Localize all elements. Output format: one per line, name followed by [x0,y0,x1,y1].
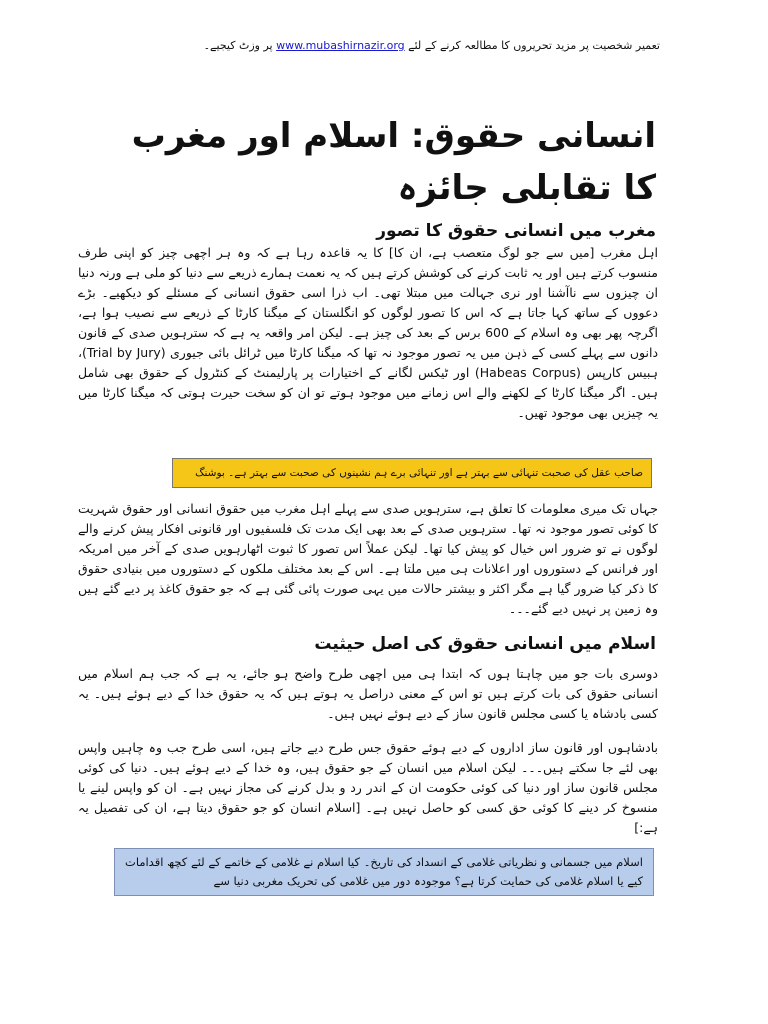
quote-box-yellow [172,458,652,488]
header-suffix: پر وزٹ کیجیے۔ [203,39,273,52]
west-paragraph-1: اہل مغرب [میں سے جو لوگ متعصب ہے، ان کا] کا یہ قاعدہ رہا ہے کہ وہ ہر اچھی چیز کو اپنی طرف منسوب کرتے ہیں اور یہ ثابت کرنے کی کوشش کرتے ہیں کہ یہ نعمت ہمارے ذریعے سے دنیا کو ملی ہے ورنہ دنیا ان چیزوں سے ناآشنا اور نری جہالت میں مبتلا تھی۔ اب ذرا اسی حقوق انسانی کے مسئلے کو دیکھیے۔ بڑے دعووں کے ساتھ کہا جاتا ہے کہ اس کا تصور لوگوں کو انگلستان کے میگنا کارٹا کے ذریعے سے نصیب ہوا ہے، اگرچہ پھر بھی وہ اسلام کے 600 برس کے بعد کی چیز ہے۔ لیکن امر واقعہ یہ ہے کہ سترہویں صدی کے قانون دانوں سے پہلے کسی کے ذہن میں یہ تصور موجود نہ تھا کہ میگنا کارٹا میں ٹرائل بائی جیوری (Trial by Jury)، ہبیس کارپس (Habeas Corpus) اور ٹیکس لگانے کے اختیارات پر پارلیمنٹ کے کنٹرول کے حقوق بھی شامل ہیں۔ اگر میگنا کارٹا کے لکھنے والے اس زمانے میں موجود ہوتے تو ان کو سخت حیرت ہوتی کہ میگنا کارٹا میں یہ چیزیں بھی موجود تھیں۔ [78,245,659,420]
quote-link-text: اسلام میں جسمانی و نظریاتی غلامی کے انسداد کی تاریخ۔ کیا اسلام نے غلامی کے خاتمے کے لئے کچھ اقدامات کیے یا اسلام غلامی کی حمایت کرتا ہے؟ موجودہ دور میں غلامی کی تحریک مغربی دنیا سے [125,855,643,888]
page-title: انسانی حقوق: اسلام اور مغرب کا تقابلی جائزہ [131,116,656,208]
quote-text: صاحب عقل کی صحبت تنہائی سے بہتر ہے اور تنہائی برے ہم نشینوں کی صحبت سے بہتر ہے۔ بوشنگ [195,467,643,479]
islam-paragraph-2: بادشاہوں اور قانون ساز اداروں کے دیے ہوئے حقوق جس طرح دیے جاتے ہیں، اسی طرح جب وہ چاہیں واپس بھی لئے جا سکتے ہیں۔۔۔ لیکن اسلام میں انسان کے جو حقوق ہیں، وہ خدا کے دیے ہوئے ہیں۔ دنیا کی کوئی مجلس قانون ساز اور دنیا کی کوئی حکومت ان کے اندر رد و بدل کرنے کی مجاز نہیں ہے۔ ان کو واپس لینے یا منسوخ کر دینے کا کوئی حق کسی کو حاصل نہیں ہے۔ [اسلام انسان کو جو حقوق دیتا ہے، ان کی تفصیل یہ ہے:] [78,740,658,835]
islam-paragraph-1: دوسری بات جو میں چاہتا ہوں کہ ابتدا ہی میں اچھی طرح واضح ہو جائے، یہ ہے کہ جب ہم اسلام میں انسانی حقوق کی بات کرتے ہیں تو اس کے معنی دراصل یہ ہوتے ہیں کہ یہ حقوق خدا کے دیے ہوئے ہیں۔ یہ کسی بادشاہ یا کسی مجلس قانون ساز کے دیے ہوئے نہیں ہیں۔ [78,666,658,721]
islam-heading: اسلام میں انسانی حقوق کی اصل حیثیت [314,634,656,654]
west-heading: مغرب میں انسانی حقوق کا تصور [376,221,656,241]
website-link[interactable]: www.mubashirnazir.org [276,39,405,52]
header-line [100,38,660,54]
west-paragraph-2: جہاں تک میری معلومات کا تعلق ہے، سترہویں صدی سے پہلے اہل مغرب میں حقوق انسانی اور حقوق شہریت کا کوئی تصور موجود نہ تھا۔ سترہویں صدی کے بعد بھی ایک مدت تک فلسفیوں اور قانونی افکار پیش کرنے والے لوگوں نے تو ضرور اس خیال کو پیش کیا تھا۔ لیکن عملاً اس تصور کا ثبوت اٹھارہویں صدی کے آخر میں امریکہ اور فرانس کے دستوروں اور اعلانات ہی میں ملتا ہے۔ اس کے بعد مختلف ملکوں کے دستوروں میں بنیادی حقوق کا ذکر کیا ضرور گیا ہے مگر اکثر و بیشتر حالات میں یہی صورت پائی گئی ہے کہ جو حقوق کاغذ پر دیے گئے ہیں وہ زمین پر نہیں دیے گئے۔۔۔ [78,501,658,616]
quote-box-blue[interactable] [114,848,654,896]
header-prefix: تعمیر شخصیت پر مزید تحریروں کا مطالعہ کرنے کے لئے [408,39,660,52]
